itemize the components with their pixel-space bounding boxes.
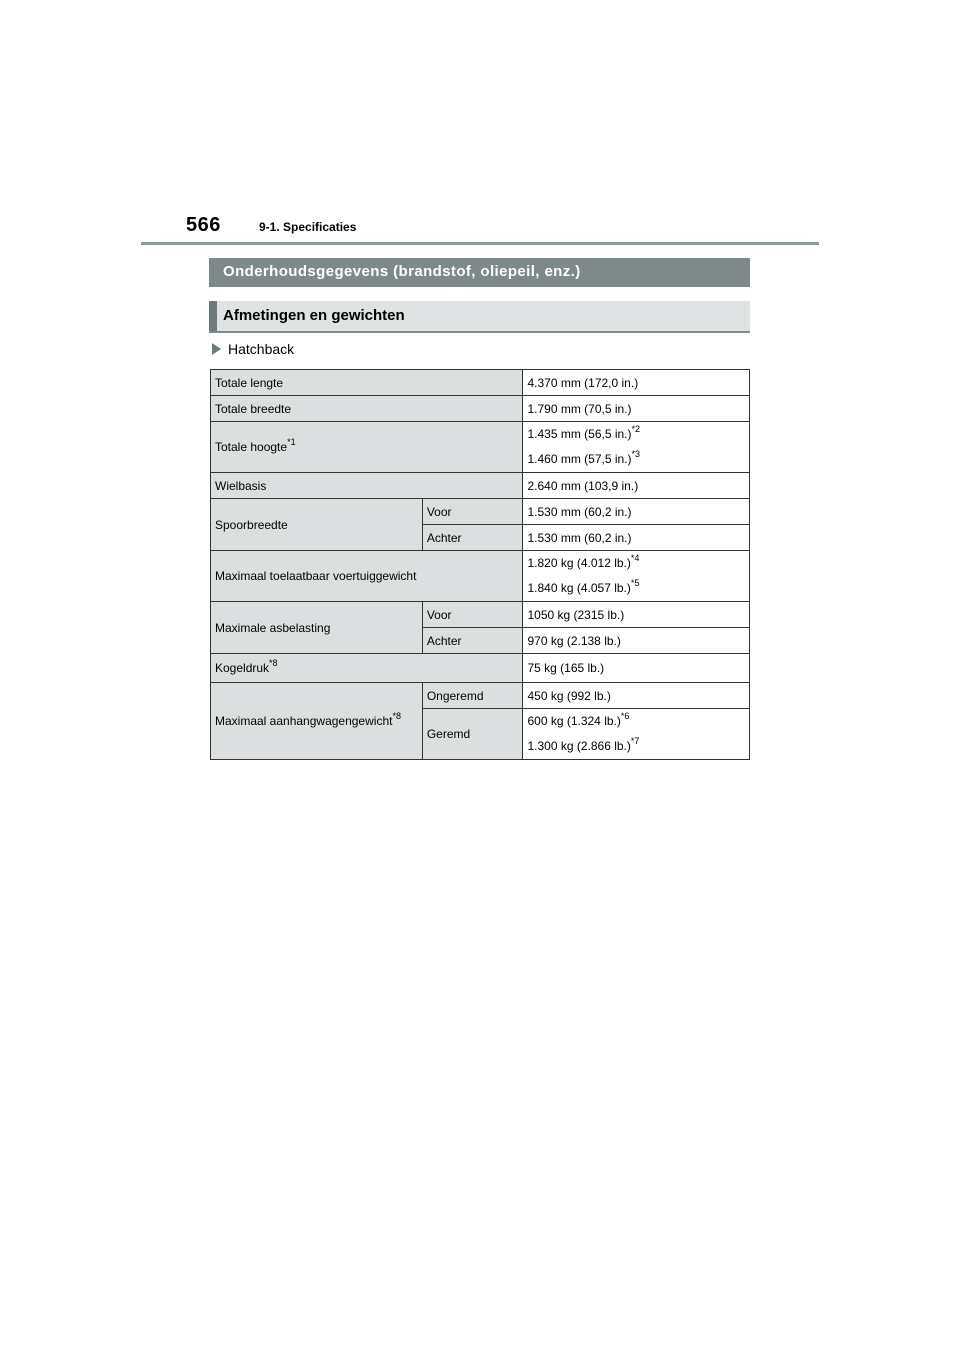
footnote-marker: *2 bbox=[631, 424, 641, 434]
footnote-marker: *7 bbox=[630, 736, 640, 746]
table-row bbox=[211, 370, 750, 396]
spec-value-text: 1.820 kg (4.012 lb.) bbox=[527, 556, 631, 570]
spec-value bbox=[523, 709, 750, 760]
spec-value: 75 kg (165 lb.) bbox=[523, 654, 750, 683]
spec-label: Totale lengte bbox=[211, 370, 523, 396]
chapter-heading-text: Onderhoudsgegevens (brandstof, oliepeil, enz.) bbox=[223, 263, 581, 280]
spec-sublabel: Voor bbox=[422, 499, 523, 525]
spec-value-text: 1.435 mm (56,5 in.) bbox=[527, 427, 632, 441]
spec-label bbox=[211, 654, 523, 683]
spec-value-line bbox=[527, 576, 745, 601]
variant-label-text: Hatchback bbox=[228, 341, 295, 357]
footnote-marker: *1 bbox=[287, 437, 296, 447]
spec-value-line bbox=[527, 734, 745, 759]
footnote-marker: *8 bbox=[269, 658, 278, 668]
spec-sublabel: Achter bbox=[422, 628, 523, 654]
spec-label bbox=[211, 422, 523, 473]
spec-value: 970 kg (2.138 lb.) bbox=[523, 628, 750, 654]
spec-value-text: 1.460 mm (57,5 in.) bbox=[527, 452, 632, 466]
spec-value-line bbox=[527, 447, 745, 472]
table-row bbox=[211, 551, 750, 602]
spec-label: Maximaal toelaatbaar voertuiggewicht bbox=[211, 551, 523, 602]
spec-value-text: 1.300 kg (2.866 lb.) bbox=[527, 739, 631, 753]
spec-label-text: Maximaal aanhangwagengewicht bbox=[215, 714, 393, 728]
spec-label: Totale breedte bbox=[211, 396, 523, 422]
spec-value-text: 1.840 kg (4.057 lb.) bbox=[527, 581, 631, 595]
variant-label bbox=[212, 341, 294, 357]
footnote-marker: *8 bbox=[392, 711, 401, 721]
footnote-marker: *5 bbox=[630, 578, 640, 588]
spec-label: Maximale asbelasting bbox=[211, 602, 423, 654]
table-row bbox=[211, 654, 750, 683]
table-row bbox=[211, 683, 750, 709]
spec-value bbox=[523, 422, 750, 473]
header-divider bbox=[141, 242, 819, 245]
spec-label-text: Kogeldruk bbox=[215, 661, 270, 675]
section-title: 9-1. Specificaties bbox=[259, 220, 357, 234]
spec-value-line bbox=[527, 709, 745, 734]
spec-sublabel: Voor bbox=[422, 602, 523, 628]
spec-label bbox=[211, 683, 423, 760]
triangle-bullet-icon bbox=[212, 343, 221, 355]
spec-value: 450 kg (992 lb.) bbox=[523, 683, 750, 709]
spec-value: 1050 kg (2315 lb.) bbox=[523, 602, 750, 628]
spec-value: 1.530 mm (60,2 in.) bbox=[523, 499, 750, 525]
chapter-heading bbox=[209, 258, 750, 287]
subsection-accent-bar bbox=[209, 301, 217, 331]
subsection-heading-text: Afmetingen en gewichten bbox=[223, 307, 405, 324]
footnote-marker: *4 bbox=[630, 553, 640, 563]
subsection-heading bbox=[209, 301, 750, 333]
spec-value: 2.640 mm (103,9 in.) bbox=[523, 473, 750, 499]
footnote-marker: *3 bbox=[631, 449, 641, 459]
table-row bbox=[211, 396, 750, 422]
spec-sublabel: Achter bbox=[422, 525, 523, 551]
page-number: 566 bbox=[186, 214, 221, 236]
spec-value: 1.790 mm (70,5 in.) bbox=[523, 396, 750, 422]
spec-value-text: 600 kg (1.324 lb.) bbox=[527, 714, 621, 728]
spec-label: Spoorbreedte bbox=[211, 499, 423, 551]
spec-value bbox=[523, 551, 750, 602]
table-row bbox=[211, 602, 750, 628]
spec-sublabel: Ongeremd bbox=[422, 683, 523, 709]
table-row bbox=[211, 473, 750, 499]
spec-label-text: Totale hoogte bbox=[215, 440, 288, 454]
spec-value-line bbox=[527, 551, 745, 576]
spec-value-line bbox=[527, 422, 745, 447]
table-row bbox=[211, 499, 750, 525]
spec-value: 1.530 mm (60,2 in.) bbox=[523, 525, 750, 551]
footnote-marker: *6 bbox=[620, 711, 630, 721]
spec-label: Wielbasis bbox=[211, 473, 523, 499]
spec-sublabel: Geremd bbox=[422, 709, 523, 760]
spec-value: 4.370 mm (172,0 in.) bbox=[523, 370, 750, 396]
specifications-table bbox=[210, 369, 750, 760]
table-row bbox=[211, 422, 750, 473]
